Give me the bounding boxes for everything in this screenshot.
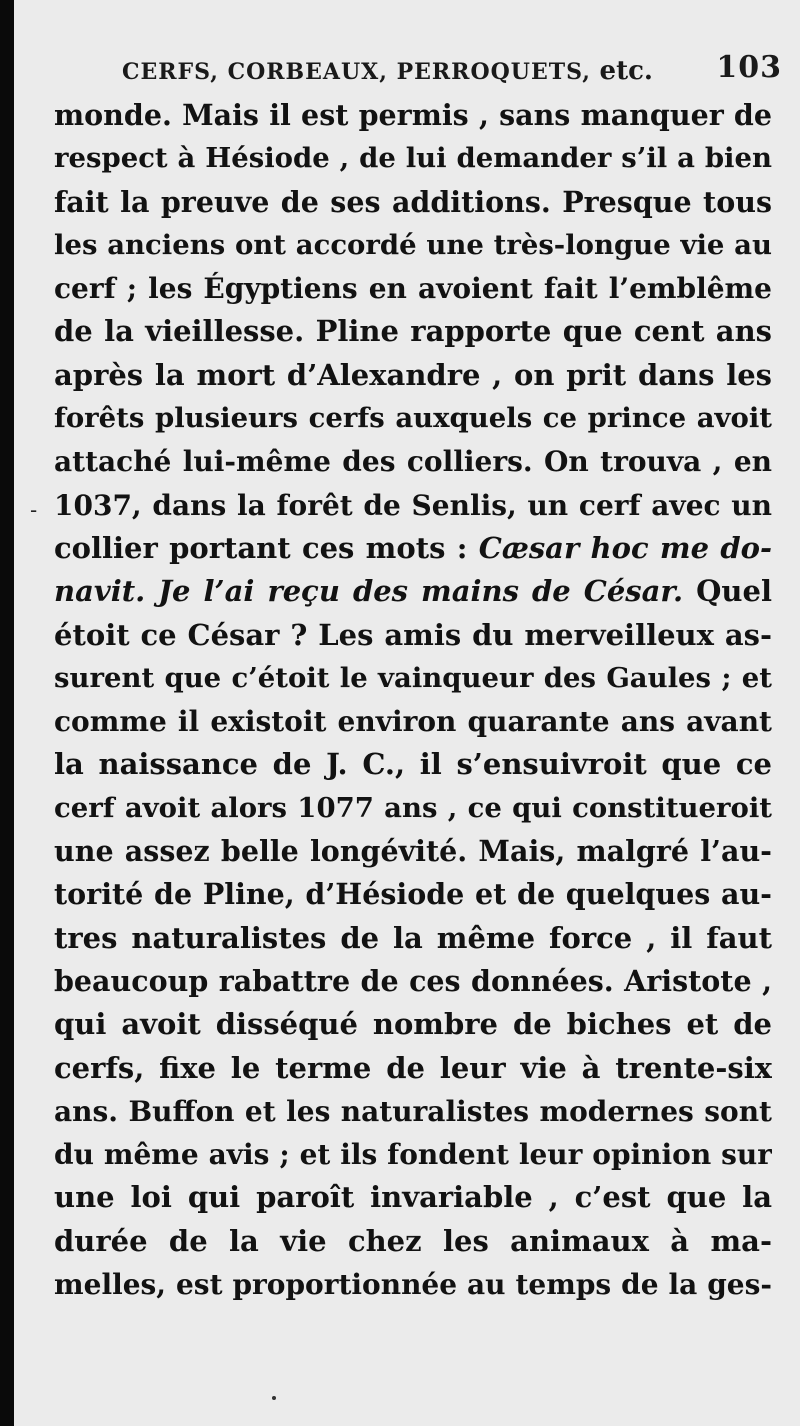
text-line <box>54 873 772 916</box>
line-text: comme il existoit environ quarante ans avant <box>54 705 772 739</box>
text-line <box>54 310 772 353</box>
line-text: Quel <box>683 574 772 609</box>
line-text: après la mort d’Alexandre , on prit dans les <box>54 357 772 392</box>
line-text: étoit ce César ? Les amis du merveilleux as- <box>54 617 772 652</box>
text-line <box>54 830 772 873</box>
italic-text: Cæsar hoc me do- <box>478 530 772 565</box>
text-line <box>54 1003 772 1046</box>
page-header <box>122 48 782 88</box>
page-number: 103 <box>716 50 782 85</box>
line-text: surent que c’étoit le vainqueur des Gaules ; et <box>54 661 772 694</box>
running-title-text: CERFS, CORBEAUX, PERROQUETS, <box>122 59 591 85</box>
text-line <box>54 1047 772 1090</box>
line-text: les anciens ont accordé une très-longue vie au <box>54 228 772 261</box>
scan-left-border <box>0 0 14 1426</box>
text-line <box>54 1090 772 1133</box>
line-text: durée de la vie chez les animaux à ma- <box>54 1223 772 1258</box>
text-line <box>54 181 772 224</box>
line-text: de la vieillesse. Pline rapporte que cent ans <box>54 314 772 349</box>
text-line <box>54 527 772 570</box>
line-text: une loi qui paroît invariable , c’est que la <box>54 1180 772 1215</box>
italic-text: navit. Je l’ai reçu des mains de César. <box>54 574 684 609</box>
text-line <box>54 917 772 960</box>
line-text: tres naturalistes de la même force , il faut <box>54 920 772 955</box>
line-text: fait la preuve de ses additions. Presque tous <box>54 184 772 219</box>
line-text: beaucoup rabattre de ces données. Aristote , <box>54 963 772 998</box>
line-text: cerf avoit alors 1077 ans , ce qui constitueroit <box>54 791 772 824</box>
text-line <box>54 1220 772 1263</box>
line-text: 1037, dans la forêt de Senlis, un cerf avec un <box>54 488 772 522</box>
line-text: une assez belle longévité. Mais, malgré l’au- <box>54 834 772 869</box>
line-text: ans. Buffon et les naturalistes modernes sont <box>54 1094 772 1128</box>
text-line <box>54 397 772 440</box>
running-title <box>122 56 653 86</box>
text-line <box>54 570 772 613</box>
text-line <box>54 267 772 310</box>
text-line <box>54 657 772 700</box>
text-line <box>54 484 772 527</box>
line-text: attaché lui-même des colliers. On trouva , en <box>54 445 772 479</box>
line-text: cerf ; les Égyptiens en avoient fait l’emblême <box>54 272 772 306</box>
text-line <box>54 1263 772 1306</box>
text-line <box>54 743 772 786</box>
text-line <box>54 137 772 180</box>
text-line <box>54 354 772 397</box>
text-line <box>54 440 772 483</box>
line-text: monde. Mais il est permis , sans manquer de <box>54 98 772 132</box>
text-line <box>54 960 772 1003</box>
text-line <box>54 1133 772 1176</box>
line-text: forêts plusieurs cerfs auxquels ce prince avoit <box>54 402 772 435</box>
text-line <box>54 614 772 657</box>
text-line <box>54 700 772 743</box>
text-line <box>54 224 772 267</box>
line-text: du même avis ; et ils fondent leur opinion sur <box>54 1138 772 1172</box>
ink-speck <box>272 1396 276 1400</box>
margin-mark: - <box>30 498 38 522</box>
book-page <box>14 0 800 1426</box>
line-text: respect à Hésiode , de lui demander s’il a bien <box>54 142 772 175</box>
line-text: melles, est proportionnée au temps de la ges- <box>54 1268 772 1302</box>
running-title-etc: etc. <box>599 56 653 86</box>
text-line <box>54 94 772 137</box>
body-text <box>54 94 772 1306</box>
line-text: qui avoit disséqué nombre de biches et de <box>54 1007 772 1042</box>
line-text: la naissance de J. C., il s’ensuivroit que ce <box>54 747 772 782</box>
line-text: collier portant ces mots : <box>54 530 479 565</box>
line-text: torité de Pline, d’Hésiode et de quelques au- <box>54 877 772 912</box>
text-line <box>54 1176 772 1219</box>
text-line <box>54 787 772 830</box>
line-text: cerfs, fixe le terme de leur vie à trente-six <box>54 1050 772 1085</box>
